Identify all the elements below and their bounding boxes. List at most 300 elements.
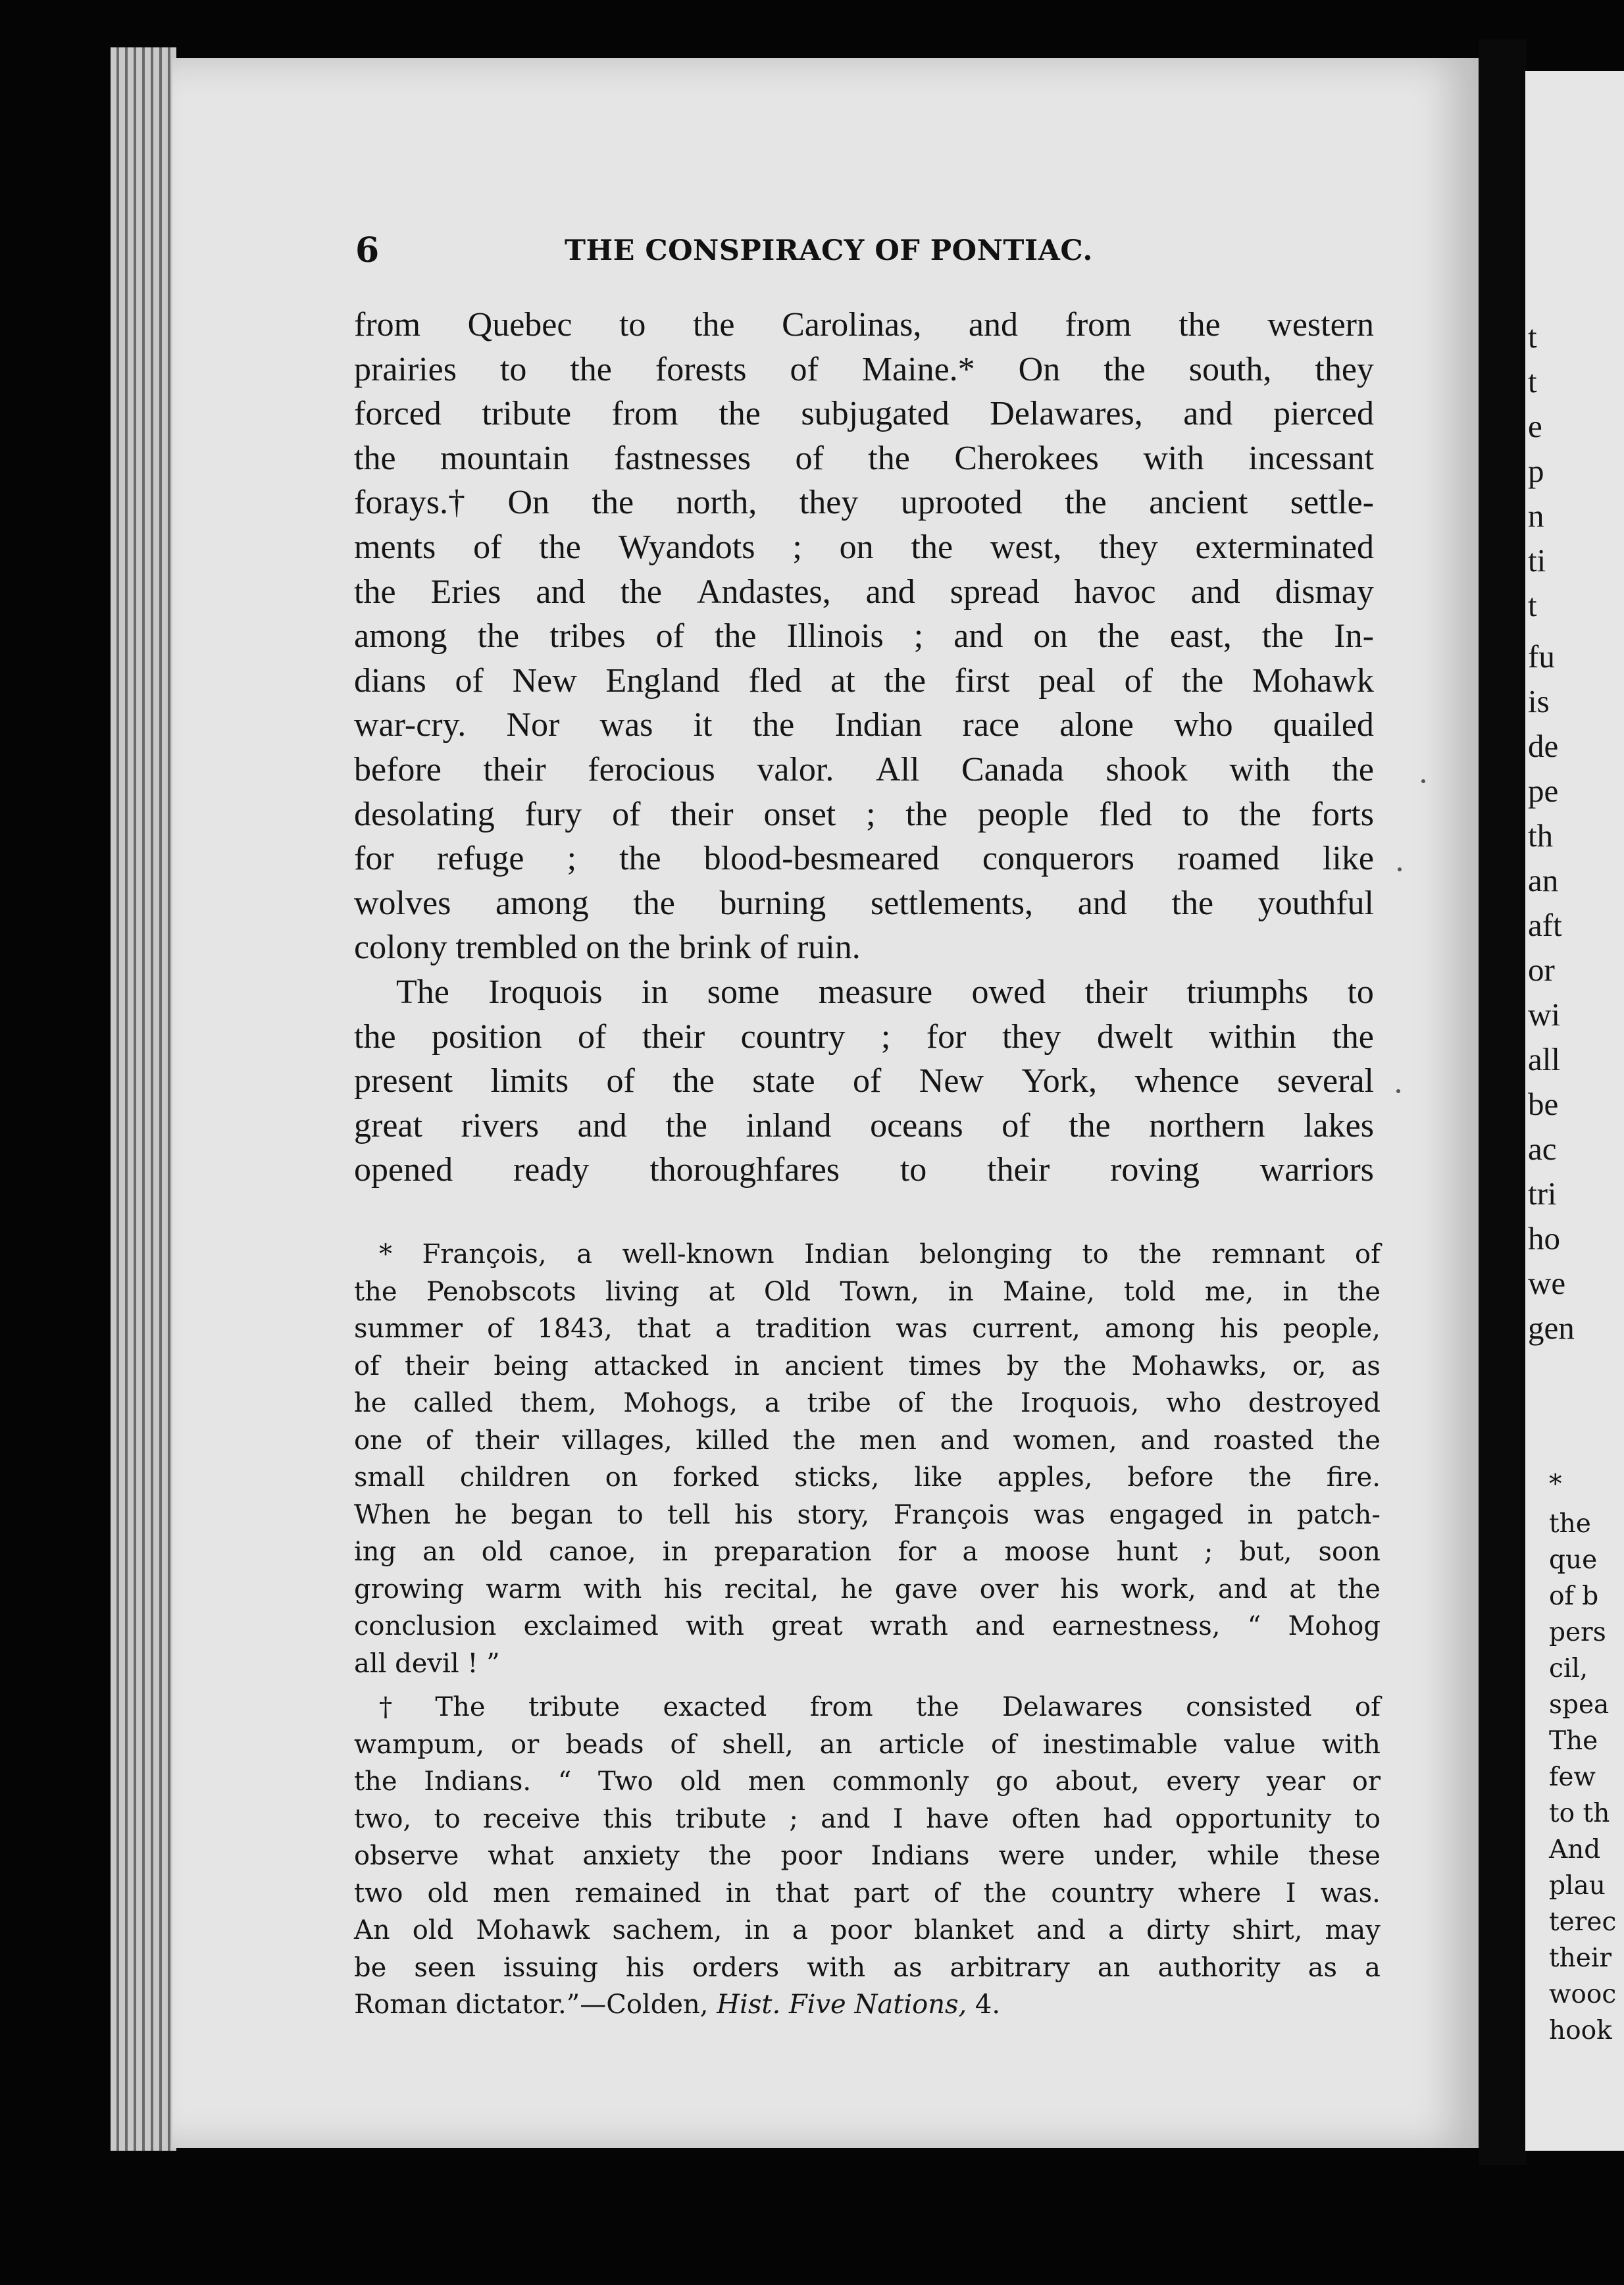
word: the <box>1171 884 1214 922</box>
word: warriors <box>1259 1151 1374 1189</box>
facing-line-fragment: th <box>1528 817 1554 854</box>
word: fastnesses <box>613 439 751 477</box>
word: roamed <box>1177 840 1280 878</box>
word: was <box>896 1314 948 1344</box>
word: blanket <box>913 1915 1014 1945</box>
word: villages, <box>562 1425 672 1456</box>
word: where <box>1178 1878 1261 1909</box>
facing-note-fragment: hook <box>1549 2016 1612 2045</box>
word: conclusion <box>354 1611 497 1641</box>
word: moose <box>1004 1537 1090 1567</box>
word: Town, <box>840 1276 919 1307</box>
word: York, <box>1021 1062 1098 1100</box>
word: issuing <box>503 1952 598 1983</box>
word: their <box>642 1017 705 1056</box>
word: go <box>996 1766 1028 1797</box>
print-speck <box>1421 779 1425 783</box>
facing-page-fragment <box>1525 71 1624 2151</box>
word: of <box>990 1729 1017 1760</box>
word: one <box>354 1425 403 1456</box>
word: tribe <box>807 1388 871 1418</box>
body-line <box>354 836 1374 881</box>
word: children <box>459 1462 571 1493</box>
facing-note-fragment: terec <box>1549 1907 1617 1937</box>
word: that <box>775 1878 830 1909</box>
word: the <box>1332 1017 1374 1056</box>
word: the <box>983 1878 1027 1909</box>
word: a <box>962 1537 978 1567</box>
word: of <box>1124 661 1153 700</box>
word: who <box>1166 1388 1222 1418</box>
citation-prefix: Roman dictator.”—Colden, <box>354 1990 717 2020</box>
word: dismay <box>1275 573 1374 611</box>
word: exclaimed <box>523 1611 659 1641</box>
word: he <box>454 1499 488 1530</box>
word: part <box>853 1878 909 1909</box>
word: first <box>954 661 1010 700</box>
word: well-known <box>622 1239 774 1270</box>
facing-note-fragment: * <box>1549 1470 1562 1499</box>
word: hunt <box>1116 1537 1178 1567</box>
running-title: THE CONSPIRACY OF PONTIAC. <box>565 234 1093 267</box>
word: refuge <box>436 840 524 878</box>
word: times <box>908 1350 982 1381</box>
word: for <box>354 840 394 878</box>
word: fire. <box>1326 1462 1381 1493</box>
word: the <box>672 1062 715 1100</box>
word: and <box>1218 1574 1268 1605</box>
word: of <box>853 1062 882 1100</box>
word: men <box>859 1425 917 1456</box>
word: like <box>914 1462 963 1493</box>
word: the <box>592 484 634 522</box>
word: shell, <box>722 1729 794 1760</box>
word: current, <box>972 1314 1080 1344</box>
word: people, <box>1282 1314 1381 1344</box>
word: to <box>1347 973 1374 1011</box>
word: of <box>790 350 819 388</box>
footnote-line <box>354 1726 1381 1764</box>
word: from <box>354 306 421 344</box>
word: of <box>898 1388 924 1418</box>
word: an <box>819 1729 853 1760</box>
word: Indian <box>804 1239 890 1270</box>
word: canoe, <box>549 1537 636 1567</box>
word: a <box>576 1239 592 1270</box>
word: of <box>795 439 824 477</box>
word: their <box>404 1350 469 1381</box>
footnote-line: all devil ! ” <box>354 1648 500 1679</box>
facing-line-fragment: fu <box>1528 638 1555 675</box>
footnote-line <box>354 1801 1381 1838</box>
facing-line-fragment: e <box>1528 408 1542 444</box>
word: Mohawk <box>1252 661 1374 700</box>
word: prairies <box>354 350 457 388</box>
word: tribute <box>674 1803 767 1834</box>
word: * <box>379 1239 392 1270</box>
word: Mohawks, <box>1131 1350 1267 1381</box>
facing-note-fragment: que <box>1549 1545 1598 1575</box>
word: tribute <box>528 1692 621 1722</box>
footnote-line <box>354 1912 1381 1949</box>
word: several <box>1277 1062 1374 1100</box>
body-line <box>354 970 1374 1015</box>
word: the <box>354 439 396 477</box>
word: to <box>434 1803 461 1834</box>
word: inland <box>746 1106 832 1144</box>
word: destroyed <box>1248 1388 1381 1418</box>
footnotes <box>354 1236 1381 2024</box>
word: summer <box>354 1314 463 1344</box>
word: the <box>620 573 662 611</box>
word: from <box>611 395 678 433</box>
word: triumphs <box>1186 973 1309 1011</box>
word: Iroquois <box>488 973 603 1011</box>
word: to <box>1082 1239 1109 1270</box>
body-line <box>354 881 1374 926</box>
word: men <box>492 1878 551 1909</box>
book-page-edges <box>111 47 176 2151</box>
body-line: colony trembled on the brink of ruin. <box>354 929 861 967</box>
word: ments <box>354 528 436 566</box>
word: roving <box>1110 1151 1200 1189</box>
word: earnestness, <box>1052 1611 1221 1641</box>
word: forced <box>354 395 442 433</box>
word: dirty <box>1146 1915 1210 1945</box>
word: the <box>911 528 953 566</box>
word: he <box>354 1388 387 1418</box>
word: On <box>1018 350 1061 388</box>
word: and <box>865 573 915 611</box>
word: on <box>605 1462 638 1493</box>
facing-line-fragment: t <box>1528 319 1537 355</box>
word: Cherokees <box>954 439 1099 477</box>
word: shook <box>1105 750 1188 788</box>
word: the <box>1337 1276 1381 1307</box>
word: wampum, <box>354 1729 485 1760</box>
word: before <box>354 750 442 788</box>
body-line <box>354 659 1374 704</box>
word: ; <box>792 528 802 566</box>
word: Old <box>763 1276 811 1307</box>
word: settle- <box>1290 484 1374 522</box>
word: the <box>792 1425 836 1456</box>
print-speck <box>1398 867 1402 871</box>
word: remnant <box>1211 1239 1325 1270</box>
word: the <box>539 528 581 566</box>
facing-line-fragment: be <box>1528 1086 1559 1122</box>
word: alone <box>1059 706 1134 744</box>
word: remained <box>574 1878 701 1909</box>
word: but, <box>1239 1537 1292 1567</box>
facing-line-fragment: an <box>1528 862 1559 898</box>
word: race <box>962 706 1020 744</box>
word: or <box>511 1729 540 1760</box>
word: their <box>483 750 546 788</box>
word: called <box>413 1388 494 1418</box>
word: article <box>878 1729 965 1760</box>
word: on <box>839 528 874 566</box>
word: east, <box>1169 617 1232 655</box>
word: over <box>979 1574 1039 1605</box>
word: great <box>354 1106 422 1144</box>
word: in <box>734 1350 760 1381</box>
word: country <box>1051 1878 1154 1909</box>
word: who <box>1174 706 1233 744</box>
word: a <box>715 1314 731 1344</box>
word: them, <box>520 1388 597 1418</box>
word: belonging <box>919 1239 1052 1270</box>
word: receive <box>483 1803 580 1834</box>
word: I <box>892 1803 903 1834</box>
body-line <box>354 1104 1374 1148</box>
word: the <box>1098 617 1140 655</box>
word: what <box>488 1841 554 1871</box>
word: for <box>898 1537 936 1567</box>
word: at <box>708 1276 735 1307</box>
facing-note-fragment: The <box>1549 1726 1598 1756</box>
word: dians <box>354 661 426 700</box>
word: oceans <box>870 1106 963 1144</box>
word: that <box>636 1314 691 1344</box>
word: the <box>665 1106 707 1144</box>
word: I <box>1285 1878 1296 1909</box>
word: Penobscots <box>426 1276 576 1307</box>
word: mountain <box>440 439 570 477</box>
word: burning <box>719 884 826 922</box>
body-line <box>354 1059 1374 1104</box>
word: the <box>1337 1425 1381 1456</box>
word: the <box>714 617 757 655</box>
word: by <box>1006 1350 1038 1381</box>
word: an <box>422 1537 455 1567</box>
word: onset <box>763 795 836 833</box>
body-line <box>354 703 1374 748</box>
word: of <box>487 1314 513 1344</box>
word: under, <box>1094 1841 1179 1871</box>
word: in <box>662 1537 688 1567</box>
word: present <box>354 1062 453 1100</box>
footnote-line <box>354 1689 1381 1726</box>
word: with <box>1143 439 1204 477</box>
word: as <box>893 1952 923 1983</box>
word: to <box>900 1151 927 1189</box>
word: fled <box>1099 795 1153 833</box>
facing-line-fragment: wi <box>1528 996 1560 1033</box>
footnote-line <box>354 1310 1381 1348</box>
footnote-line <box>354 1837 1381 1875</box>
word: be <box>354 1952 387 1983</box>
footnote-line <box>354 1949 1381 1987</box>
word: the <box>708 1841 752 1871</box>
word: were <box>998 1841 1065 1871</box>
word: old <box>427 1878 469 1909</box>
word: women, <box>1013 1425 1117 1456</box>
word: Wyandots <box>618 528 755 566</box>
word: ancient <box>784 1350 884 1381</box>
word: of <box>455 661 484 700</box>
word: they <box>799 484 859 522</box>
word: The <box>435 1692 486 1722</box>
body-line <box>354 1148 1374 1193</box>
word: in <box>725 1878 751 1909</box>
word: the <box>354 1276 397 1307</box>
word: exterminated <box>1195 528 1374 566</box>
word: the <box>1179 306 1221 344</box>
footnote-line <box>354 1385 1381 1422</box>
word: Iroquois, <box>1020 1388 1140 1418</box>
word: roasted <box>1213 1425 1314 1456</box>
word: often <box>1011 1803 1080 1834</box>
word: † <box>379 1692 392 1722</box>
word: “ <box>557 1766 572 1797</box>
word: blood-besmeared <box>703 840 940 878</box>
word: may <box>1325 1915 1381 1945</box>
book-gutter <box>1479 39 1527 2165</box>
facing-note-fragment: of b <box>1549 1581 1599 1611</box>
word: with <box>1322 1729 1381 1760</box>
word: commonly <box>832 1766 969 1797</box>
word: to <box>617 1499 644 1530</box>
word: ancient <box>1149 484 1248 522</box>
word: of <box>426 1425 451 1456</box>
word: François <box>893 1499 1010 1530</box>
footnote-line <box>354 1497 1381 1534</box>
print-speck <box>1396 1089 1400 1093</box>
word: old <box>412 1915 454 1945</box>
word: was. <box>1320 1878 1381 1909</box>
citation-title: Hist. Five Nations, <box>717 1990 967 2020</box>
word: orders <box>692 1952 780 1983</box>
word: the <box>950 1388 994 1418</box>
word: among <box>354 617 447 655</box>
word: the <box>1104 350 1146 388</box>
word: two <box>354 1878 403 1909</box>
word: living <box>605 1276 680 1307</box>
word: warm <box>486 1574 562 1605</box>
word: of <box>1355 1239 1381 1270</box>
word: to <box>499 350 527 388</box>
facing-note-fragment: plau <box>1549 1871 1606 1901</box>
word: of <box>655 617 684 655</box>
word: among <box>495 884 589 922</box>
word: the <box>1063 1350 1107 1381</box>
word: conquerors <box>982 840 1134 878</box>
word: of <box>1355 1692 1381 1722</box>
word: fury <box>524 795 582 833</box>
word: quailed <box>1273 706 1374 744</box>
facing-line-fragment: tri <box>1528 1175 1557 1212</box>
word: western <box>1267 306 1374 344</box>
word: tradition <box>755 1314 872 1344</box>
word: sticks, <box>794 1462 880 1493</box>
word: and <box>577 1106 627 1144</box>
word: In- <box>1334 617 1374 655</box>
word: story, <box>797 1499 870 1530</box>
facing-note-fragment: spea <box>1549 1690 1610 1720</box>
word: and <box>975 1611 1025 1641</box>
facing-line-fragment: ti <box>1528 542 1546 578</box>
word: value <box>1224 1729 1296 1760</box>
word: work, <box>1121 1574 1196 1605</box>
word: ing <box>354 1537 397 1567</box>
word: When <box>354 1499 431 1530</box>
word: Delawares <box>1002 1692 1143 1722</box>
word: as <box>1351 1350 1381 1381</box>
word: from <box>809 1692 873 1722</box>
facing-line-fragment: t <box>1528 587 1537 623</box>
word: at <box>1289 1574 1316 1605</box>
word: to <box>1354 1803 1381 1834</box>
facing-line-fragment: ho <box>1528 1220 1560 1256</box>
word: Andastes, <box>697 573 831 611</box>
word: the <box>1261 617 1304 655</box>
word: men <box>748 1766 805 1797</box>
word: being <box>494 1350 569 1381</box>
word: valor. <box>757 750 834 788</box>
word: a <box>792 1915 808 1945</box>
word: the <box>1181 661 1224 700</box>
facing-line-fragment: t <box>1528 363 1537 399</box>
word: and <box>968 306 1018 344</box>
word: was <box>599 706 653 744</box>
facing-note-fragment: wooc <box>1549 1980 1617 2009</box>
facing-page-main-text <box>1528 315 1575 1350</box>
word: with <box>686 1611 745 1641</box>
word: with <box>807 1952 866 1983</box>
facing-line-fragment: n <box>1528 498 1544 534</box>
word: England <box>605 661 720 700</box>
word: the <box>477 617 520 655</box>
word: they <box>1099 528 1158 566</box>
word: engaged <box>1109 1499 1224 1530</box>
word: peal <box>1038 661 1096 700</box>
word: the <box>1065 484 1107 522</box>
word: the <box>354 1766 397 1797</box>
word: beads <box>565 1729 644 1760</box>
word: began <box>511 1499 594 1530</box>
word: of <box>606 1062 635 1100</box>
word: opportunity <box>1175 1803 1332 1834</box>
word: ; <box>789 1803 798 1834</box>
word: thoroughfares <box>649 1151 840 1189</box>
word: year <box>1266 1766 1325 1797</box>
word: An <box>354 1915 390 1945</box>
word: Indians. <box>424 1766 532 1797</box>
word: “ <box>1247 1611 1261 1641</box>
word: with <box>583 1574 642 1605</box>
body-line <box>354 570 1374 615</box>
word: ; <box>866 795 876 833</box>
facing-note-fragment: few <box>1549 1762 1596 1792</box>
word: tribes <box>549 617 626 655</box>
word: and <box>1036 1915 1086 1945</box>
word: their <box>987 1151 1050 1189</box>
word: state <box>752 1062 815 1100</box>
word: exacted <box>663 1692 767 1722</box>
word: anxiety <box>582 1841 680 1871</box>
word: rivers <box>461 1106 539 1144</box>
facing-line-fragment: or <box>1528 952 1555 988</box>
word: he <box>840 1574 873 1605</box>
word: Mohogs, <box>623 1388 738 1418</box>
word: desolating <box>354 795 495 833</box>
word: Mohawk <box>476 1915 590 1945</box>
word: Nor <box>506 706 560 744</box>
facing-line-fragment: p <box>1528 453 1544 489</box>
word: limits <box>490 1062 569 1100</box>
word: Delawares, <box>990 395 1143 433</box>
